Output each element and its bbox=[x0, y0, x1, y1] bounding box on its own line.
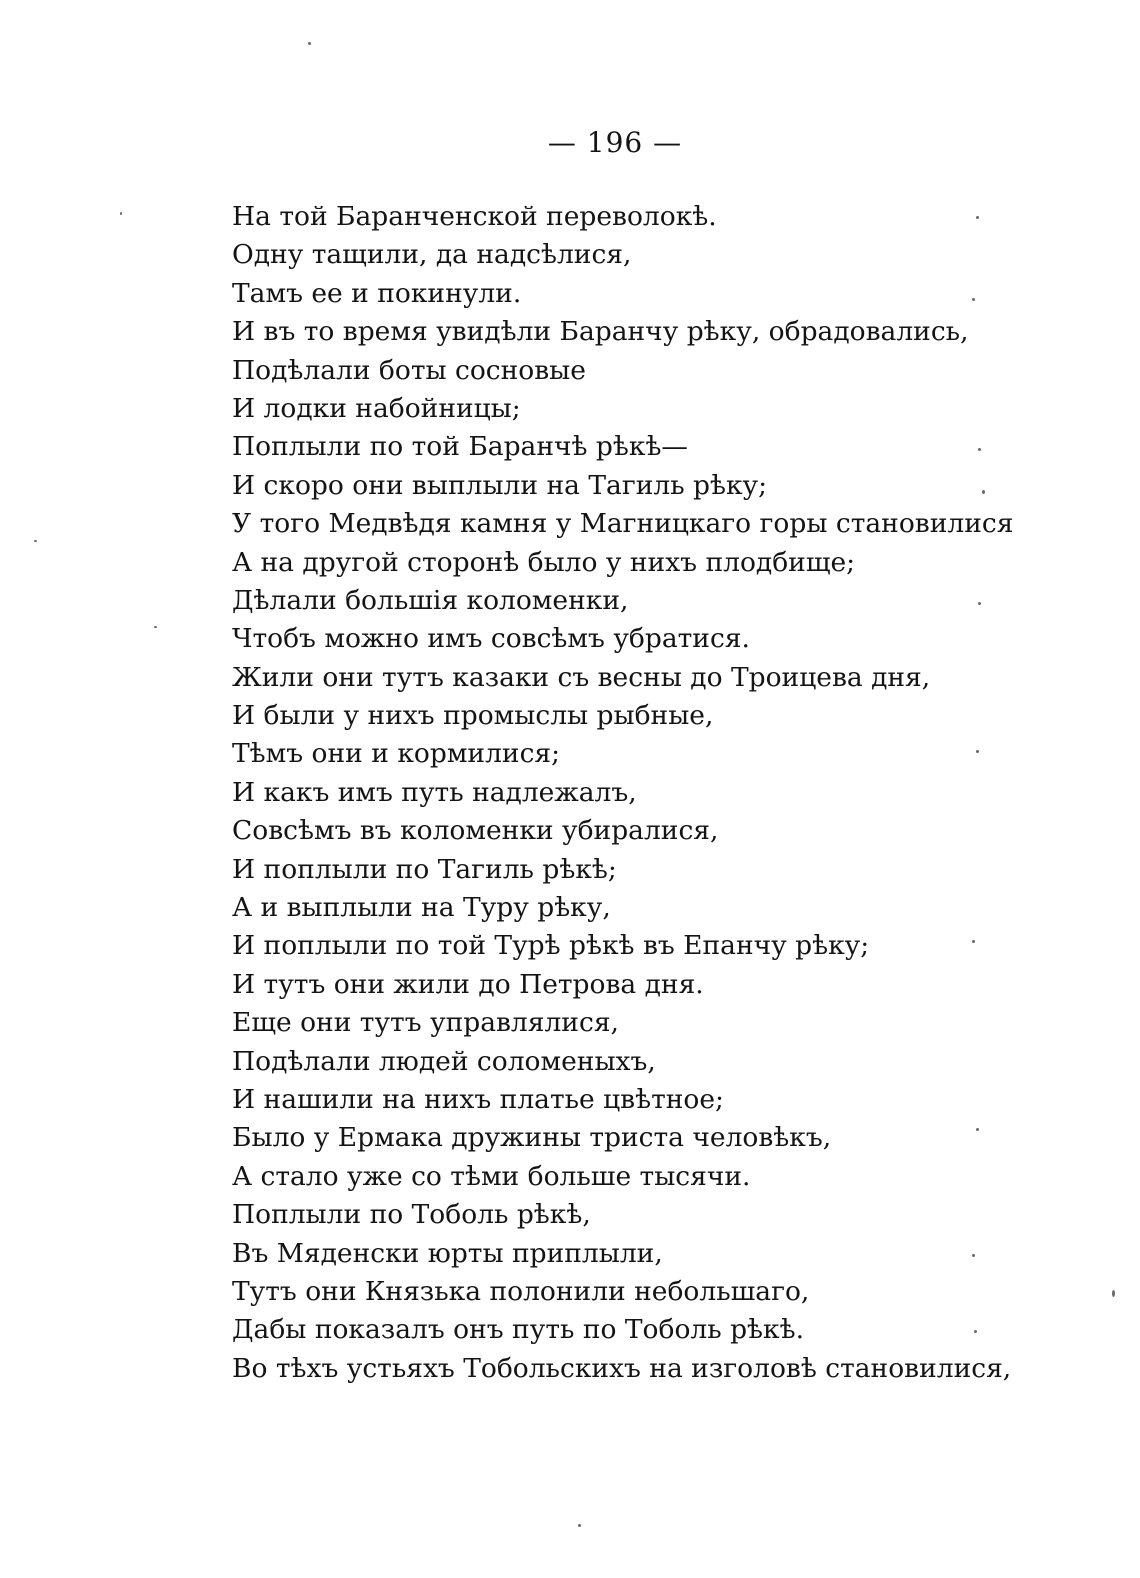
poem-line: Тутъ они Князька полонили небольшаго, bbox=[232, 1275, 810, 1307]
poem-line: Тамъ ее и покинули. bbox=[232, 277, 522, 309]
poem-line: Было у Ермака дружины триста человѣкъ, bbox=[232, 1122, 832, 1154]
poem-line: Дѣлали большія коломенки, bbox=[232, 584, 629, 616]
scan-speck bbox=[976, 1128, 979, 1131]
poem-line: Тѣмъ они и кормилися; bbox=[232, 738, 561, 770]
scan-speck bbox=[972, 940, 975, 943]
scan-speck bbox=[120, 212, 122, 215]
scan-speck bbox=[34, 540, 37, 542]
scan-speck bbox=[972, 1254, 975, 1257]
poem-line: Еще они тутъ управлялися, bbox=[232, 1007, 619, 1039]
poem-line: Во тѣхъ устьяхъ Тобольскихъ на изголовѣ становилися, bbox=[232, 1352, 1012, 1384]
poem-line: А стало уже со тѣми больше тысячи. bbox=[232, 1160, 751, 1192]
poem-line: Дабы показалъ онъ путь по Тоболь рѣкѣ. bbox=[232, 1314, 805, 1346]
scan-speck bbox=[154, 626, 157, 628]
poem-line: И лодки набойницы; bbox=[232, 392, 521, 424]
poem-line: И въ то время увидѣли Баранчу рѣку, обрадовались, bbox=[232, 316, 969, 348]
poem-line: Въ Мяденски юрты приплыли, bbox=[232, 1237, 663, 1269]
scan-speck bbox=[982, 490, 985, 494]
poem-line: И тутъ они жили до Петрова дня. bbox=[232, 968, 704, 1000]
scan-speck bbox=[978, 448, 981, 451]
scan-speck bbox=[976, 216, 979, 219]
scan-speck bbox=[1112, 1290, 1115, 1297]
poem-line: Одну тащили, да надсѣлися, bbox=[232, 239, 632, 271]
scan-speck bbox=[978, 602, 981, 605]
poem-line: И скоро они выплыли на Тагиль рѣку; bbox=[232, 469, 768, 501]
poem-line: И нашили на нихъ платье цвѣтное; bbox=[232, 1083, 724, 1115]
scan-speck bbox=[976, 750, 979, 753]
scan-speck bbox=[974, 1330, 977, 1333]
poem-line: Подѣлали людей соломеныхъ, bbox=[232, 1045, 656, 1077]
poem-line: Совсѣмъ въ коломенки убиралися, bbox=[232, 815, 719, 847]
poem-line: Подѣлали боты сосновые bbox=[232, 354, 586, 386]
poem-text bbox=[232, 198, 1014, 1388]
poem-line: Жили они тутъ казаки съ весны до Троицева дня, bbox=[232, 661, 931, 693]
scan-speck bbox=[578, 1524, 581, 1527]
poem-line: Чтобъ можно имъ совсѣмъ убратися. bbox=[232, 623, 750, 655]
poem-line: И какъ имъ путь надлежалъ, bbox=[232, 776, 637, 808]
poem-line: У того Медвѣдя камня у Магницкаго горы становилися bbox=[232, 508, 1014, 540]
scan-speck bbox=[972, 298, 975, 301]
poem-line: А и выплыли на Туру рѣку, bbox=[232, 892, 611, 924]
poem-line: Поплыли по той Баранчѣ рѣкѣ— bbox=[232, 431, 688, 463]
poem-line: И были у нихъ промыслы рыбные, bbox=[232, 700, 714, 732]
poem-line: И поплыли по той Турѣ рѣкѣ въ Епанчу рѣку; bbox=[232, 930, 870, 962]
page-number: — 196 — bbox=[547, 126, 683, 159]
scan-speck bbox=[308, 42, 311, 45]
poem-line: И поплыли по Тагиль рѣкѣ; bbox=[232, 853, 617, 885]
poem-line: На той Баранченской переволокѣ. bbox=[232, 201, 717, 232]
poem-line: Поплыли по Тоболь рѣкѣ, bbox=[232, 1199, 591, 1231]
poem-line: А на другой сторонѣ было у нихъ плодбище; bbox=[232, 546, 856, 578]
